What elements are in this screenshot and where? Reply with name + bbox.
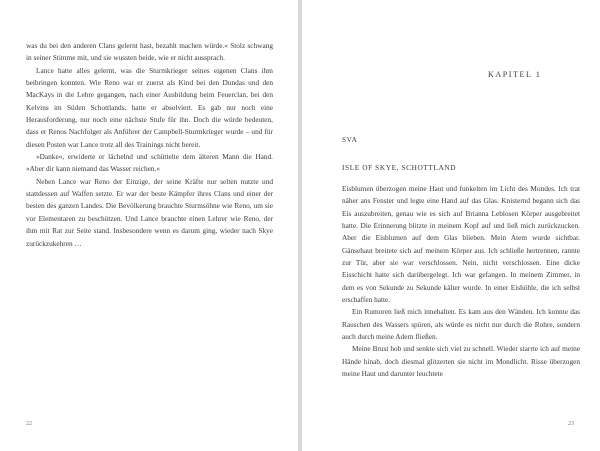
section-location: ISLE OF SKYE, SCHOTTLAND bbox=[342, 163, 457, 172]
section-narrator: SVA bbox=[342, 135, 358, 144]
paragraph: Ein Rumoren ließ mich innehalten. Es kam aus den Wänden. Ich konnte das Rauschen des Wassers spüren, als würde es nicht nur durch die Rohre, sondern auch durch meine Adern fließen. bbox=[342, 307, 580, 342]
page-number: 23 bbox=[568, 421, 574, 427]
paragraph: Eisblumen überzogen meine Haut und funkelten im Licht des Mondes. Ich trat näher ans Fenster und legte eine Hand auf das Glas. Knisternd begann sich das Eis auszubreiten, genau wie es sich auf Brianna Leblosen Körper ausgebreitet hatte. Die Erinnerung blitzte in meinem Kopf auf und ließ mich zurückzucken. Aber die Eisblumen auf dem Glas blieben. Mein Atem wurde sichtbar. Gänsehaut breitete sich auf meinem Körper aus. Ich schließe hertrennen, rannte zur Tür, aber sie war verschlossen. Nein, nicht verschlossen. Eine dicke Eisschicht hatte sich darübergelegt. Ich war gefangen. In meinem Zimmer, in dem es von Sekunde zu Sekunde kälter wurde. In einer Eishöhle, die ich selbst erschaffen hatte. bbox=[342, 184, 580, 305]
paragraph: was du bei den anderen Clans gelernt hast, bezahlt machen würde.« Stolz schwang in seiner Stimme mit, und sie wussten beide, wie er nicht aussprach. bbox=[26, 41, 273, 63]
paragraph: Lance hatte alles gelernt, was die Sturmkrieger seines eigenen Clans ihm beibringen konnten. Wie Reno war er zuerst als Kind bei den Dundas und den MacKays in die Lehre gegangen, nach einer Ausbildung beim Feuerclan, bei den Kelvins im Süden Schottlands, hatte er absolviert. Es gab nur noch eine Herausforderung, nur noch eine nächste Stufe für ihn. Doch die würde bedeuten, dass er Renos Nachfolger als Anführer der Campbell-Sturmkrieger wurde – und für diesen Posten war Lance trotz all des Trainings nicht bereit. bbox=[26, 65, 273, 149]
paragraph: »Danke«, erwiderte er lächelnd und schüttelte dem älteren Mann die Hand. »Aber dir kann niemand das Wasser reichen.« bbox=[26, 152, 273, 174]
right-page bbox=[302, 0, 600, 451]
left-page-text bbox=[26, 40, 273, 250]
right-page-text bbox=[342, 183, 580, 381]
paragraph: Neben Lance war Reno der Einzige, der seine Kräfte nur selten nutzte und stattdessen auf Waffen setzte. Er war der beste Kämpfer ihres Clans und einer der besten des ganzen Landes. Die Bevölkerung brauchte Sturmsöhne wie Reno, um sie vor Elementaren zu beschützen. Und Lance brauchte einen Lehrer wie Reno, der ihm mit Rat zur Seite stand. Insbesondere wenn es darum ging, wieder nach Skye zurückzukehren … bbox=[26, 176, 273, 248]
page-number: 22 bbox=[26, 421, 32, 427]
left-page bbox=[0, 0, 298, 451]
paragraph: Meine Brust hob und senkte sich viel zu schnell. Wieder starrte ich auf meine Hände hinab, doch diesmal glitzerten sie nicht im Mondlicht. Risse überzogen meine Haut und darunter leuchtete bbox=[342, 344, 580, 379]
chapter-title: KAPITEL 1 bbox=[488, 70, 542, 79]
